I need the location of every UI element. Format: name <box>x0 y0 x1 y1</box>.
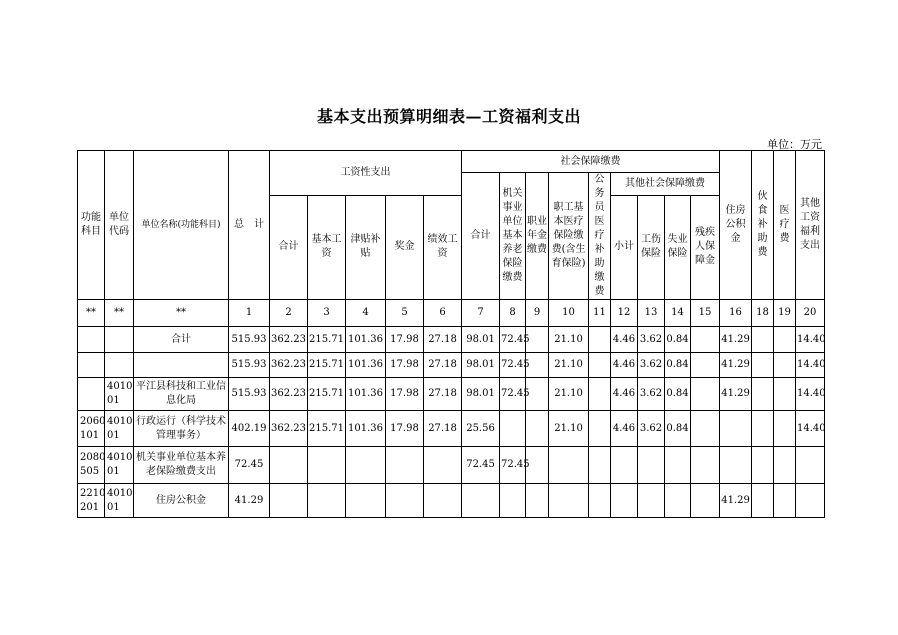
table-cell <box>549 447 589 484</box>
table-cell: 25.56 <box>462 411 500 447</box>
table-cell: 3.62 <box>638 411 665 447</box>
table-row <box>78 484 825 518</box>
table-cell: 14.40 <box>796 327 825 353</box>
table-cell <box>752 327 774 353</box>
table-cell <box>308 447 346 484</box>
table-cell <box>78 353 105 378</box>
table-cell <box>308 484 346 518</box>
table-cell <box>270 484 308 518</box>
table-cell: 215.71 <box>308 327 346 353</box>
table-row <box>78 411 825 447</box>
header-other-sum: 小计 <box>611 195 638 299</box>
index-cell: 18 <box>752 300 774 327</box>
table-cell: 101.36 <box>346 378 386 411</box>
table-cell: 27.18 <box>424 411 462 447</box>
table-cell <box>638 447 665 484</box>
table-cell <box>386 484 424 518</box>
table-cell: 21.10 <box>549 353 589 378</box>
header-housing: 住房公积金 <box>720 151 752 300</box>
index-cell: 19 <box>774 300 796 327</box>
table-cell <box>611 447 638 484</box>
table-cell: 3.62 <box>638 353 665 378</box>
table-cell: 0.84 <box>665 353 691 378</box>
table-cell <box>500 484 526 518</box>
table-cell: 4010 01 <box>105 447 134 484</box>
table-cell: 21.10 <box>549 378 589 411</box>
header-disabled: 残疾人保障金 <box>691 195 720 299</box>
table-cell <box>720 447 752 484</box>
table-cell <box>346 484 386 518</box>
table-cell <box>78 378 105 411</box>
table-cell: 平江县科技和工业信息化局 <box>134 378 229 411</box>
index-cell: 5 <box>386 300 424 327</box>
index-cell: 12 <box>611 300 638 327</box>
table-cell <box>665 484 691 518</box>
table-cell: 98.01 <box>462 327 500 353</box>
table-cell <box>500 411 526 447</box>
table-cell <box>752 447 774 484</box>
index-cell: 11 <box>589 300 611 327</box>
table-cell: 72.45 <box>500 378 526 411</box>
header-social-group: 社会保障缴费 <box>462 151 720 173</box>
table-cell: 72.45 <box>500 447 526 484</box>
table-cell: 21.10 <box>549 327 589 353</box>
table-cell <box>134 353 229 378</box>
table-cell <box>774 378 796 411</box>
table-cell: 4.46 <box>611 378 638 411</box>
header-other-social-group: 其他社会保障缴费 <box>611 173 720 196</box>
table-cell <box>752 411 774 447</box>
index-cell: 15 <box>691 300 720 327</box>
header-bonus: 奖金 <box>386 195 424 299</box>
index-cell: 8 <box>500 300 526 327</box>
index-cell: 14 <box>665 300 691 327</box>
table-cell: 101.36 <box>346 327 386 353</box>
table-cell: 21.10 <box>549 411 589 447</box>
table-cell: 362.23 <box>270 411 308 447</box>
table-cell: 14.40 <box>796 378 825 411</box>
table-cell: 14.40 <box>796 353 825 378</box>
table-cell: 4.46 <box>611 411 638 447</box>
header-social-sum: 合计 <box>462 173 500 300</box>
table-cell: 41.29 <box>720 484 752 518</box>
table-cell: 72.45 <box>462 447 500 484</box>
table-cell <box>105 327 134 353</box>
table-cell <box>589 447 611 484</box>
table-cell: 515.93 <box>229 353 270 378</box>
table-cell <box>752 378 774 411</box>
table-cell <box>589 484 611 518</box>
table-row <box>78 378 825 411</box>
index-cell: 2 <box>270 300 308 327</box>
budget-table <box>77 150 825 518</box>
header-injury: 工伤保险 <box>638 195 665 299</box>
table-cell: 3.62 <box>638 378 665 411</box>
table-cell: 27.18 <box>424 353 462 378</box>
index-cell: ** <box>78 300 105 327</box>
table-cell: 515.93 <box>229 327 270 353</box>
header-unit-name: 单位名称(功能科目) <box>134 151 229 300</box>
table-cell: 215.71 <box>308 378 346 411</box>
table-cell: 4.46 <box>611 327 638 353</box>
header-func-code: 功能科目 <box>78 151 105 300</box>
table-cell <box>270 447 308 484</box>
table-cell: 215.71 <box>308 353 346 378</box>
table-cell <box>774 484 796 518</box>
table-cell <box>774 411 796 447</box>
table-cell: 41.29 <box>720 353 752 378</box>
header-civil-medical: 公务员医疗补助缴费 <box>589 173 611 300</box>
index-cell: 3 <box>308 300 346 327</box>
index-cell: ** <box>105 300 134 327</box>
table-cell: 0.84 <box>665 327 691 353</box>
table-cell <box>549 484 589 518</box>
index-cell: 7 <box>462 300 500 327</box>
table-cell <box>752 484 774 518</box>
table-cell: 17.98 <box>386 411 424 447</box>
table-cell <box>105 353 134 378</box>
table-cell <box>424 447 462 484</box>
table-cell: 4.46 <box>611 353 638 378</box>
header-medical: 职工基本医疗保险缴费(含生育保险) <box>549 173 589 300</box>
table-cell <box>774 327 796 353</box>
index-row <box>78 300 825 327</box>
table-cell <box>346 447 386 484</box>
table-cell <box>462 484 500 518</box>
table-cell: 27.18 <box>424 327 462 353</box>
table-cell: 41.29 <box>720 378 752 411</box>
index-cell: 13 <box>638 300 665 327</box>
index-row-group <box>78 300 825 327</box>
table-cell: 4010 01 <box>105 484 134 518</box>
header-other-welfare: 其他工资福利支出 <box>796 151 825 300</box>
page-title: 基本支出预算明细表—工资福利支出 <box>316 107 581 126</box>
header-basic-wage: 基本工资 <box>308 195 346 299</box>
header-pension: 机关事业单位基本养老保险缴费 <box>500 173 526 300</box>
index-cell: 6 <box>424 300 462 327</box>
header-allowance: 津贴补贴 <box>346 195 386 299</box>
table-cell: 4010 01 <box>105 411 134 447</box>
header-wage-sum: 合计 <box>270 195 308 299</box>
table-cell: 101.36 <box>346 353 386 378</box>
table-cell <box>691 411 720 447</box>
table-cell: 362.23 <box>270 378 308 411</box>
table-cell <box>691 353 720 378</box>
header-wage-group: 工资性支出 <box>270 151 462 196</box>
table-cell: 住房公积金 <box>134 484 229 518</box>
table-cell <box>589 378 611 411</box>
table-cell: 14.40 <box>796 411 825 447</box>
index-cell: 4 <box>346 300 386 327</box>
index-cell: ** <box>134 300 229 327</box>
table-cell <box>78 327 105 353</box>
table-cell <box>526 484 549 518</box>
header-total: 总 计 <box>229 151 270 300</box>
table-cell: 2060 101 <box>78 411 105 447</box>
table-cell <box>589 411 611 447</box>
table-cell <box>691 378 720 411</box>
table-cell: 362.23 <box>270 353 308 378</box>
header-annuity: 职业年金缴费 <box>526 173 549 300</box>
table-cell <box>796 484 825 518</box>
table-row <box>78 447 825 484</box>
table-cell: 机关事业单位基本养老保险缴费支出 <box>134 447 229 484</box>
header-perf-wage: 绩效工资 <box>424 195 462 299</box>
table-cell: 27.18 <box>424 378 462 411</box>
table-cell: 98.01 <box>462 378 500 411</box>
table-cell <box>774 353 796 378</box>
table-cell: 0.84 <box>665 378 691 411</box>
table-cell: 17.98 <box>386 378 424 411</box>
table-cell: 215.71 <box>308 411 346 447</box>
table-cell: 17.98 <box>386 353 424 378</box>
table-cell <box>589 327 611 353</box>
table-cell <box>691 484 720 518</box>
index-cell: 10 <box>549 300 589 327</box>
table-cell <box>796 447 825 484</box>
table-cell: 3.62 <box>638 327 665 353</box>
table-cell: 72.45 <box>500 327 526 353</box>
table-cell: 0.84 <box>665 411 691 447</box>
header-medical-fee: 医疗费 <box>774 151 796 300</box>
table-cell <box>526 411 549 447</box>
table-cell: 41.29 <box>229 484 270 518</box>
header-unit-code: 单位代码 <box>105 151 134 300</box>
index-cell: 16 <box>720 300 752 327</box>
header-unemployment: 失业保险 <box>665 195 691 299</box>
table-cell: 402.19 <box>229 411 270 447</box>
table-cell <box>386 447 424 484</box>
table-cell: 515.93 <box>229 378 270 411</box>
table-cell <box>424 484 462 518</box>
table-cell <box>752 353 774 378</box>
table-cell: 4010 01 <box>105 378 134 411</box>
table-cell <box>691 447 720 484</box>
table-cell: 2210 201 <box>78 484 105 518</box>
table-cell: 17.98 <box>386 327 424 353</box>
table-cell <box>720 411 752 447</box>
table-cell: 行政运行（科学技术管理事务） <box>134 411 229 447</box>
table-cell <box>665 447 691 484</box>
table-cell: 72.45 <box>500 353 526 378</box>
index-cell: 20 <box>796 300 825 327</box>
table-cell <box>611 484 638 518</box>
table-cell <box>774 447 796 484</box>
table-cell: 362.23 <box>270 327 308 353</box>
table-cell: 合计 <box>134 327 229 353</box>
table-cell: 41.29 <box>720 327 752 353</box>
table-cell: 2080 505 <box>78 447 105 484</box>
index-cell: 1 <box>229 300 270 327</box>
table-cell: 72.45 <box>229 447 270 484</box>
header-meal: 伙食补助费 <box>752 151 774 300</box>
index-cell: 9 <box>526 300 549 327</box>
table-cell <box>691 327 720 353</box>
table-row <box>78 353 825 378</box>
table-cell: 101.36 <box>346 411 386 447</box>
table-cell <box>638 484 665 518</box>
data-rows <box>78 327 825 518</box>
table-cell <box>589 353 611 378</box>
unit-label: 单位：万元 <box>767 138 822 151</box>
table-cell: 98.01 <box>462 353 500 378</box>
table-row <box>78 327 825 353</box>
